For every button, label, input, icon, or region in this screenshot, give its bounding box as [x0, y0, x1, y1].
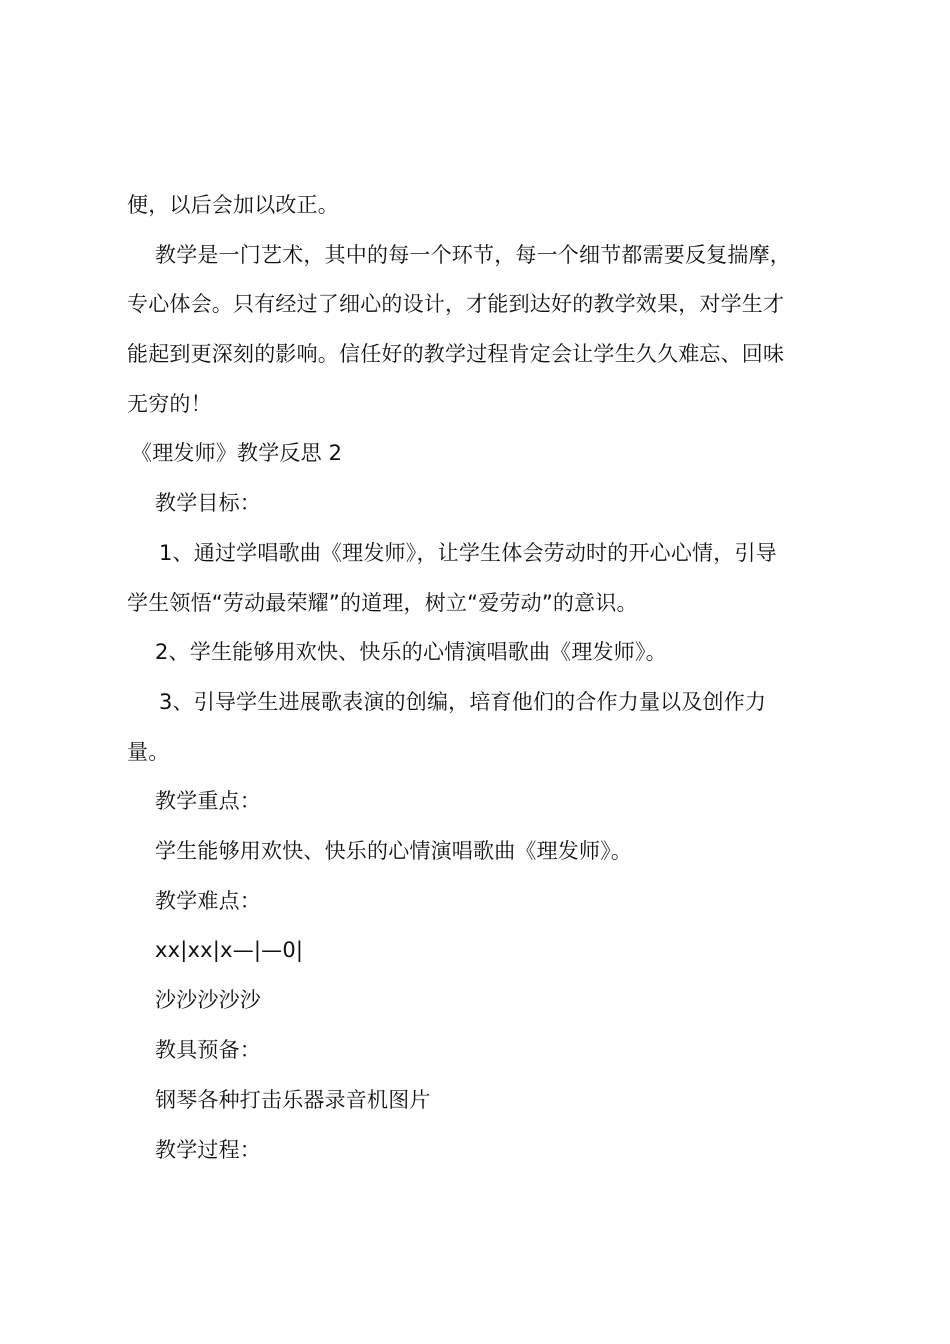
paragraph-line: 专心体会。只有经过了细心的设计，才能到达好的教学效果，对学生才: [127, 292, 785, 316]
rhythm-notation: xx|xx|x—|—0|: [155, 938, 304, 962]
subheading: 教学目标：: [155, 491, 261, 515]
paragraph-line: 学生能够用欢快、快乐的心情演唱歌曲《理发师》。: [155, 839, 633, 863]
section-heading: 《理发师》教学反思 2: [131, 441, 343, 465]
paragraph-line: 便，以后会加以改正。: [127, 193, 339, 217]
list-item: 1、通过学唱歌曲《理发师》，让学生体会劳动时的开心心情，引导: [159, 541, 777, 565]
subheading: 教学过程：: [155, 1138, 261, 1162]
lyric-line: 沙沙沙沙沙: [155, 988, 261, 1012]
list-item: 2、学生能够用欢快、快乐的心情演唱歌曲《理发师》。: [155, 640, 667, 664]
paragraph-line: 教学是一门艺术，其中的每一个环节，每一个细节都需要反复揣摩，: [155, 243, 791, 267]
list-item-continuation: 量。: [127, 740, 170, 764]
subheading: 教具预备：: [155, 1038, 261, 1062]
paragraph-line: 无穷的！: [127, 392, 212, 416]
list-item: 3、引导学生进展歌表演的创编，培育他们的合作力量以及创作力: [159, 690, 767, 714]
paragraph-line: 能起到更深刻的影响。信任好的教学过程肯定会让学生久久难忘、回味: [127, 342, 785, 366]
subheading: 教学重点：: [155, 789, 261, 813]
paragraph-line: 钢琴各种打击乐器录音机图片: [155, 1088, 431, 1112]
list-item-continuation: 学生领悟“劳动最荣耀”的道理，树立“爱劳动”的意识。: [127, 591, 638, 615]
subheading: 教学难点：: [155, 889, 261, 913]
